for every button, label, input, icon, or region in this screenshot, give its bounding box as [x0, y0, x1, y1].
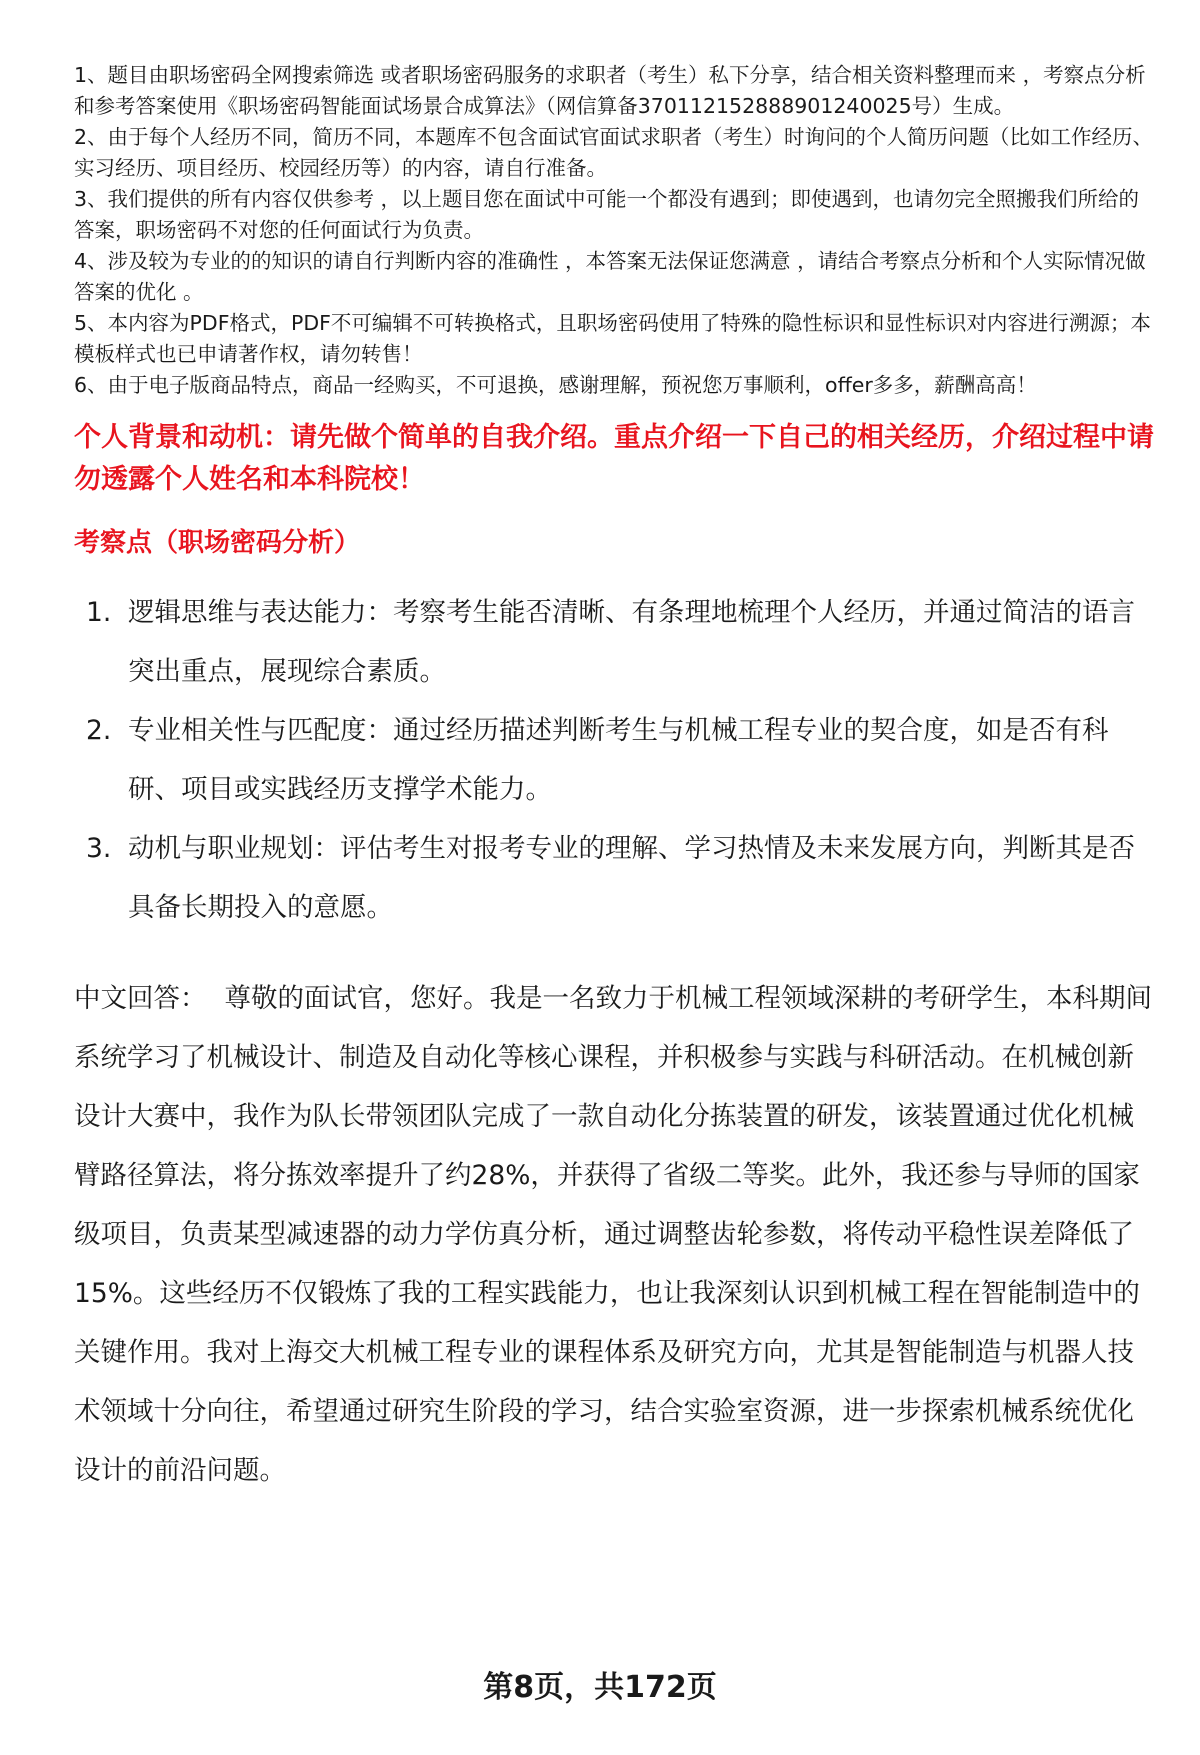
- document-page: [74, 60, 1156, 1500]
- answer-paragraph: [74, 969, 1156, 1500]
- point-number: 3.: [86, 833, 112, 864]
- analysis-point: [74, 819, 1156, 937]
- notice-item: 2、由于每个人经历不同，简历不同，本题库不包含面试官面试求职者（考生）时询问的个人简历问题（比如工作经历、实习经历、项目经历、校园经历等）的内容，请自行准备。: [74, 125, 1154, 180]
- point-text: 专业相关性与匹配度：通过经历描述判断考生与机械工程专业的契合度，如是否有科研、项目或实践经历支撑学术能力。: [128, 715, 1109, 805]
- notice-item: 5、本内容为PDF格式，PDF不可编辑不可转换格式，且职场密码使用了特殊的隐性标识和显性标识对内容进行溯源；本模板样式也已申请著作权，请勿转售！: [74, 311, 1151, 366]
- analysis-point: [74, 701, 1156, 819]
- notice-item: 1、题目由职场密码全网搜索筛选 或者职场密码服务的求职者（考生）私下分享，结合相关资料整理而来 ，考察点分析和参考答案使用《职场密码智能面试场景合成算法》（网信算备370112152888901240025号）生成。: [74, 63, 1146, 118]
- notice-item: 4、涉及较为专业的的知识的请自行判断内容的准确性 ，本答案无法保证您满意 ，请结合考察点分析和个人实际情况做答案的优化 。: [74, 249, 1146, 304]
- analysis-point-list: [74, 583, 1156, 937]
- analysis-title: 考察点（职场密码分析）: [74, 528, 361, 558]
- notice-item: 3、我们提供的所有内容仅供参考 ，以上题目您在面试中可能一个都没有遇到；即使遇到，也请勿完全照搬我们所给的答案，职场密码不对您的任何面试行为负责。: [74, 187, 1140, 242]
- point-number: 1.: [86, 597, 112, 628]
- answer-text: 尊敬的面试官，您好。我是一名致力于机械工程领域深耕的考研学生，本科期间系统学习了机械设计、制造及自动化等核心课程，并积极参与实践与科研活动。在机械创新设计大赛中，我作为队长带领团队完成了一款自动化分拣装置的研发，该装置通过优化机械臂路径算法，将分拣效率提升了约28%，并获得了省级二等奖。此外，我还参与导师的国家级项目，负责某型减速器的动力学仿真分析，通过调整齿轮参数，将传动平稳性误差降低了15%。这些经历不仅锻炼了我的工程实践能力，也让我深刻认识到机械工程在智能制造中的关键作用。我对上海交大机械工程专业的课程体系及研究方向，尤其是智能制造与机器人技术领域十分向往，希望通过研究生阶段的学习，结合实验室资源，进一步探索机械系统优化设计的前沿问题。: [74, 983, 1152, 1486]
- page-footer: 第8页，共172页: [483, 1670, 717, 1705]
- point-number: 2.: [86, 715, 112, 746]
- question-heading: 个人背景和动机：请先做个简单的自我介绍。重点介绍一下自己的相关经历，介绍过程中请勿透露个人姓名和本科院校！: [74, 422, 1154, 495]
- notice-list: [74, 60, 1156, 401]
- notice-item: 6、由于电子版商品特点，商品一经购买，不可退换，感谢理解，预祝您万事顺利，offer多多，薪酬高高！: [74, 373, 1037, 397]
- point-text: 逻辑思维与表达能力：考察考生能否清晰、有条理地梳理个人经历，并通过简洁的语言突出重点，展现综合素质。: [128, 597, 1135, 687]
- answer-label: 中文回答：: [74, 983, 207, 1014]
- analysis-point: [74, 583, 1156, 701]
- point-text: 动机与职业规划：评估考生对报考专业的理解、学习热情及未来发展方向，判断其是否具备长期投入的意愿。: [128, 833, 1135, 923]
